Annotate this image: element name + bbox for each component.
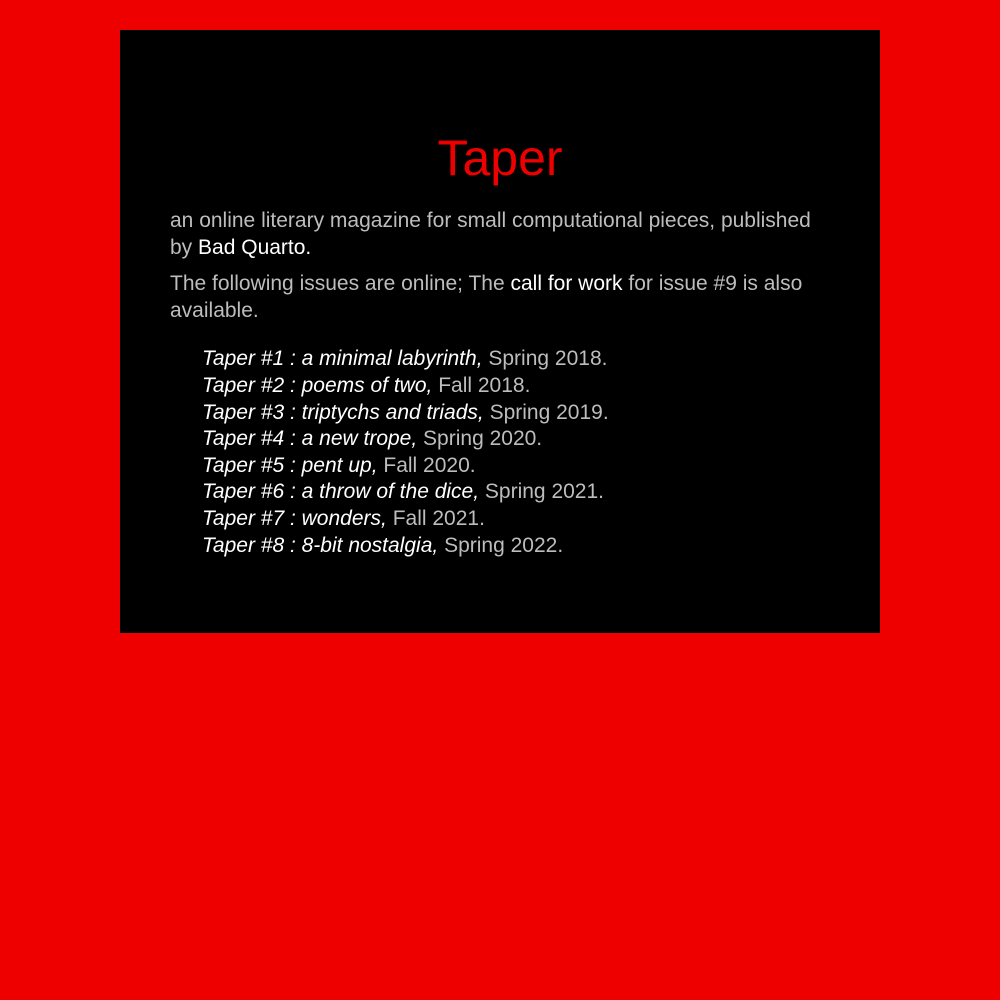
issue-link[interactable]: Taper #6 : a throw of the dice, — [202, 480, 480, 504]
intro-paragraph — [170, 208, 830, 261]
call-for-work-link[interactable]: call for work — [510, 272, 623, 296]
list-item — [202, 533, 830, 560]
list-item — [202, 453, 830, 480]
issue-link[interactable]: Taper #4 : a new trope, — [202, 427, 418, 451]
issue-link[interactable]: Taper #8 : 8-bit nostalgia, — [202, 533, 439, 557]
issues-note-paragraph — [170, 271, 830, 324]
issue-date: Spring 2021. — [484, 480, 604, 504]
issue-date: Spring 2020. — [423, 427, 543, 451]
issue-date: Spring 2019. — [489, 400, 609, 424]
issue-date: Spring 2018. — [488, 347, 608, 371]
list-item — [202, 346, 830, 373]
list-item — [202, 373, 830, 400]
page-title: Taper — [437, 130, 563, 186]
issues-note-prefix: The following issues are online; The — [170, 272, 505, 296]
list-item — [202, 506, 830, 533]
list-item — [202, 479, 830, 506]
issue-list — [170, 346, 830, 559]
issue-date: Spring 2022. — [444, 533, 564, 557]
issue-date: Fall 2021. — [392, 506, 485, 530]
list-item — [202, 426, 830, 453]
publisher-link[interactable]: Bad Quarto. — [198, 235, 312, 259]
list-item — [202, 400, 830, 427]
issue-link[interactable]: Taper #5 : pent up, — [202, 453, 378, 477]
issue-link[interactable]: Taper #7 : wonders, — [202, 506, 387, 530]
issue-date: Fall 2020. — [383, 453, 476, 477]
issue-link[interactable]: Taper #1 : a minimal labyrinth, — [202, 347, 483, 371]
issue-link[interactable]: Taper #2 : poems of two, — [202, 373, 433, 397]
issue-date: Fall 2018. — [438, 373, 531, 397]
issue-link[interactable]: Taper #3 : triptychs and triads, — [202, 400, 484, 424]
issues-note-suffix: for issue #9 is also available. — [170, 272, 803, 322]
intro-text: an online literary magazine for small computational pieces, published by — [170, 209, 811, 259]
main-panel — [120, 30, 880, 633]
